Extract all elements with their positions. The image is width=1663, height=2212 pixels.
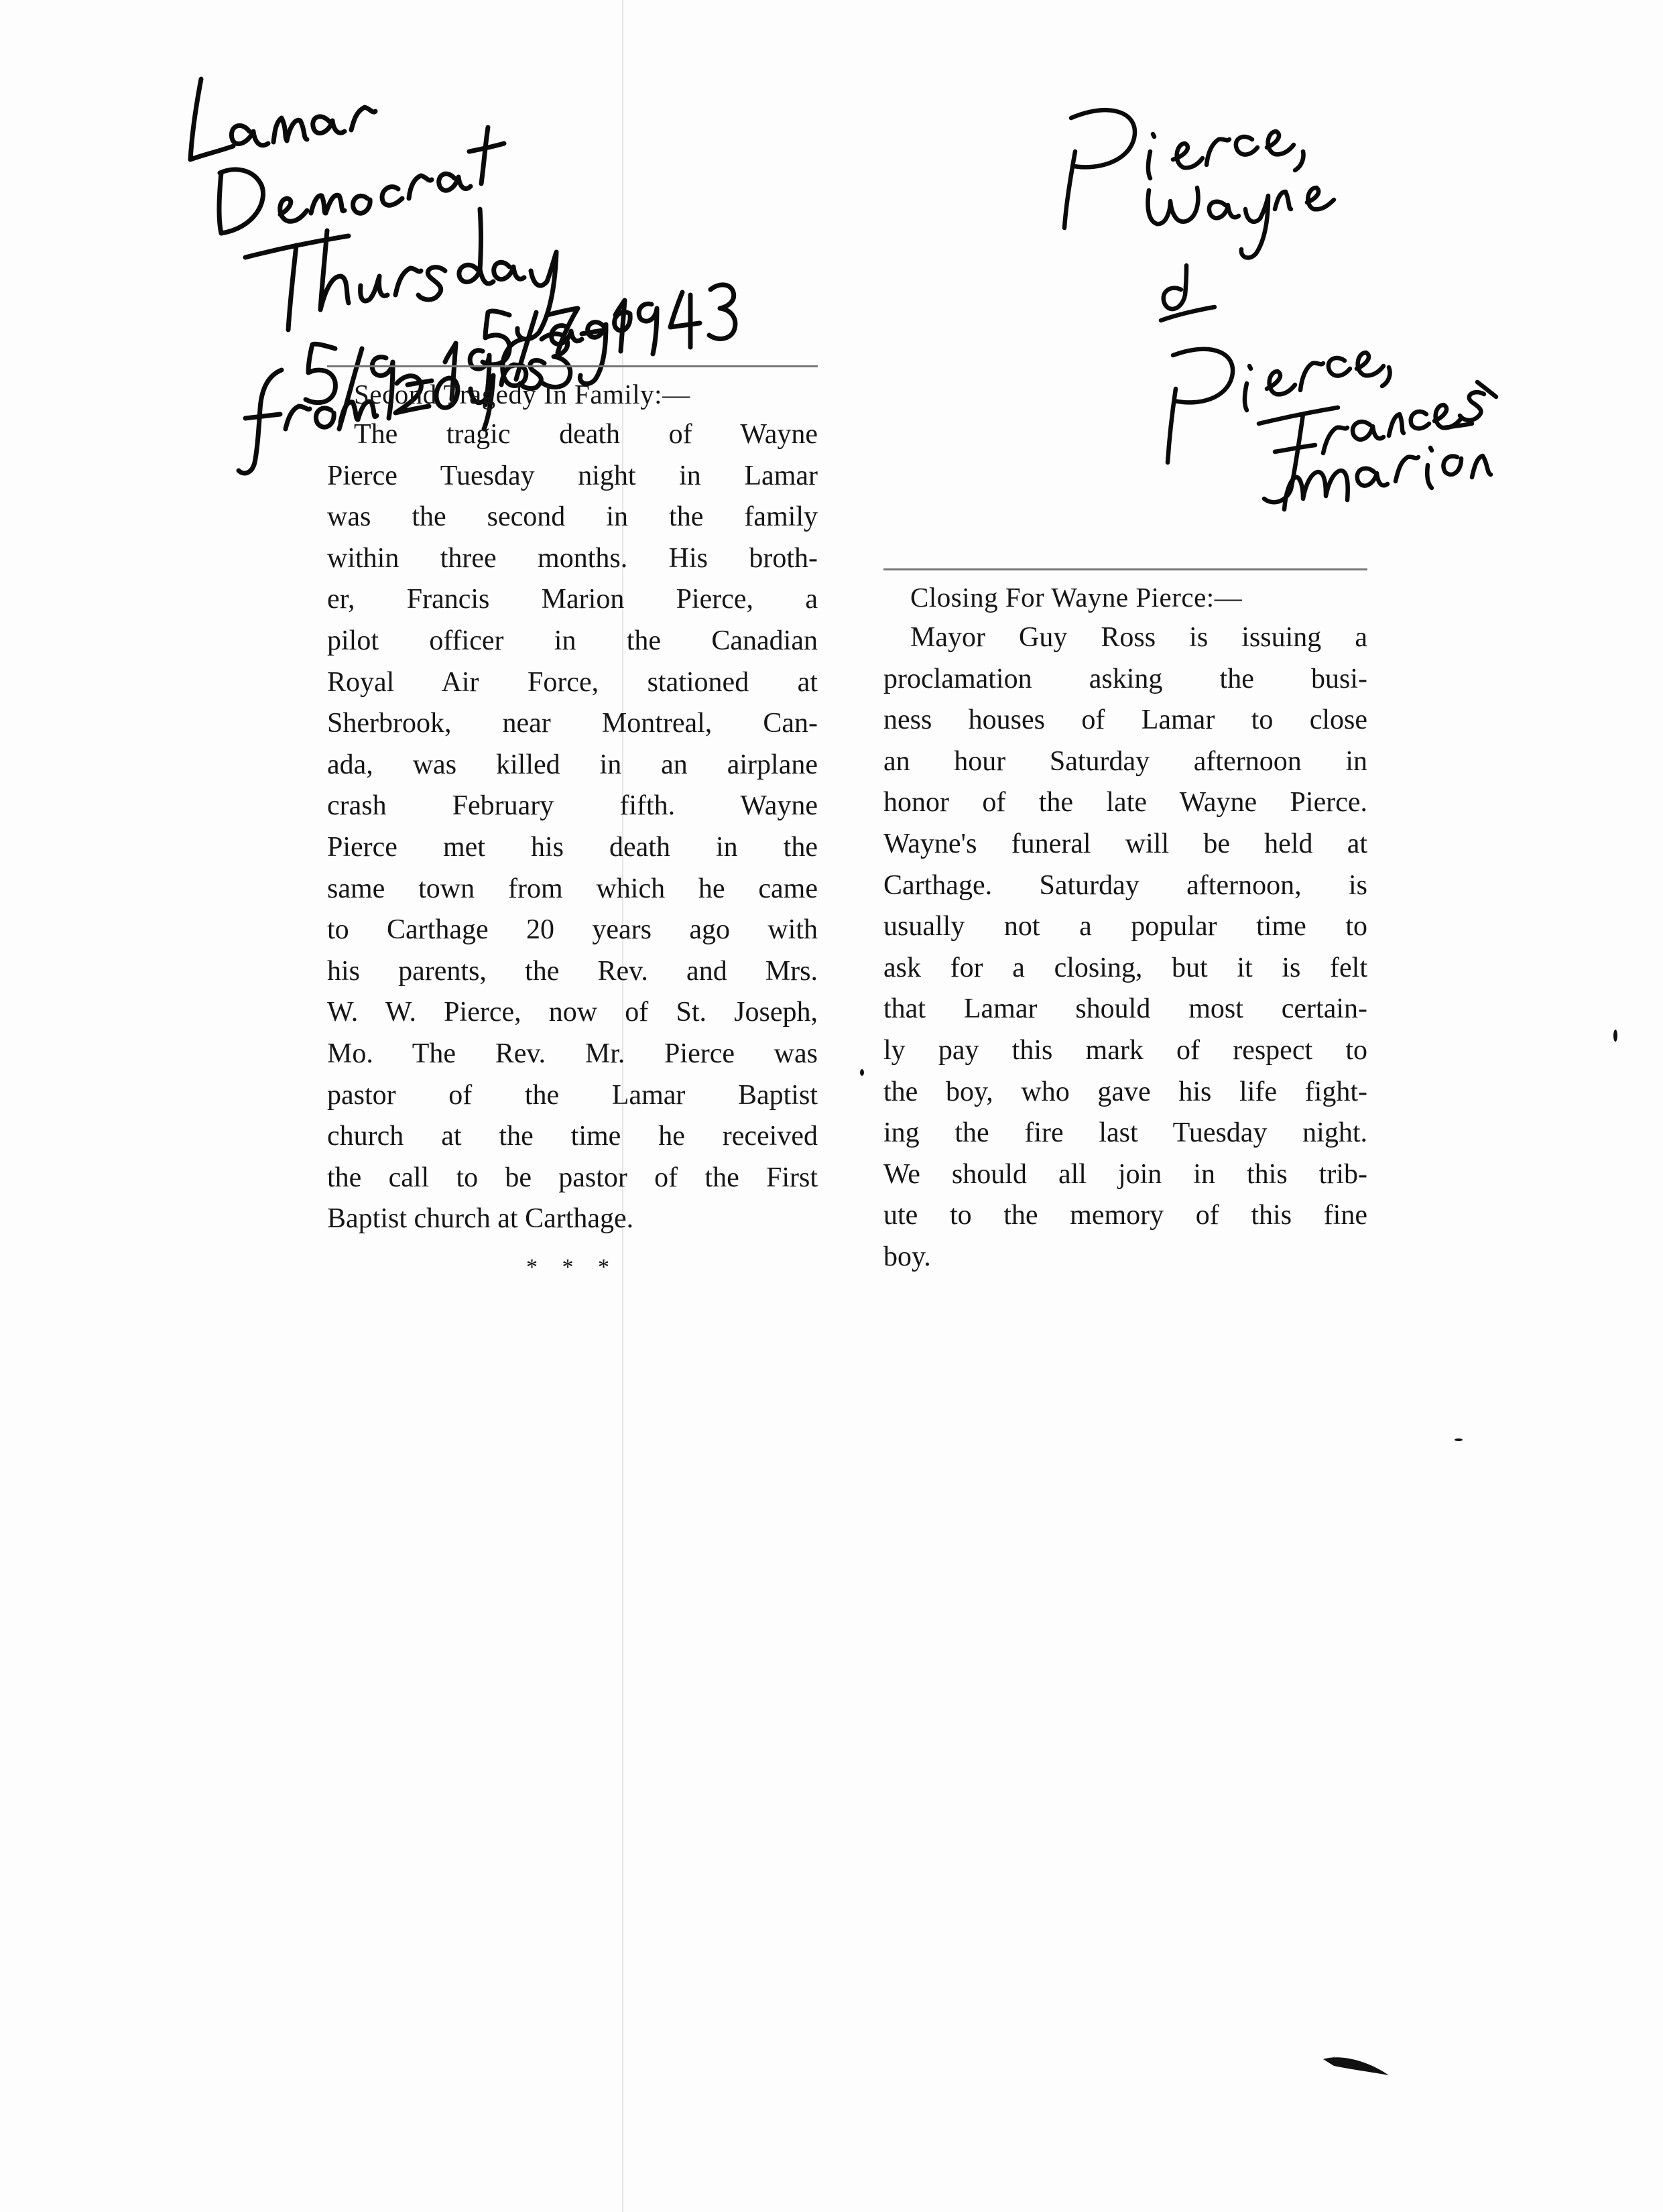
clipping-text-line: Mo. The Rev. Mr. Pierce was: [327, 1038, 818, 1069]
clipping-text-line: er, Francis Marion Pierce, a: [327, 584, 818, 615]
clipping-text-line: same town from which he came: [327, 873, 818, 904]
clipping-text-line: W. W. Pierce, now of St. Joseph,: [327, 997, 818, 1028]
clipping-text-line: Sherbrook, near Montreal, Can-: [327, 708, 818, 739]
clipping-text-line: Pierce Tuesday night in Lamar: [327, 460, 818, 491]
clipping-text-line: the call to be pastor of the First: [327, 1162, 818, 1193]
clipping-text-line: to Carthage 20 years ago with: [327, 914, 818, 946]
clipping-text-line: honor of the late Wayne Pierce.: [883, 787, 1367, 818]
clipping-heading: Second Tragedy In Family:—: [354, 379, 690, 410]
clipping-text-line: ada, was killed in an airplane: [327, 749, 818, 780]
clipping-text-line: ask for a closing, but it is felt: [883, 952, 1367, 983]
clipping-text-line: ing the fire last Tuesday night.: [883, 1117, 1367, 1149]
clipping-text-line: was the second in the family: [327, 501, 818, 533]
handwritten-note-right: [1064, 110, 1496, 509]
clipping-text-line: his parents, the Rev. and Mrs.: [327, 955, 818, 987]
clipping-text-line: Mayor Guy Ross is issuing a: [910, 622, 1367, 653]
clipping-text-line: Baptist church at Carthage.: [327, 1203, 634, 1235]
clipping-text-line: the boy, who gave his life fight-: [883, 1076, 1367, 1107]
clipping-text-line: an hour Saturday afternoon in: [883, 745, 1367, 777]
clipping-text-line: ly pay this mark of respect to: [883, 1034, 1367, 1066]
clipping-top-rule: [883, 568, 1367, 570]
clipping-heading: Closing For Wayne Pierce:—: [910, 582, 1243, 613]
clipping-text-line: The tragic death of Wayne: [354, 419, 818, 450]
clipping-text-line: ute to the memory of this fine: [883, 1200, 1367, 1231]
clipping-text-line: Royal Air Force, stationed at: [327, 666, 818, 698]
section-separator: * * *: [526, 1254, 619, 1280]
clipping-text-line: within three months. His broth-: [327, 542, 818, 574]
clipping-top-rule: [327, 365, 818, 367]
clipping-text-line: We should all join in this trib-: [883, 1158, 1367, 1190]
clipping-text-line: Wayne's funeral will be held at: [883, 828, 1367, 859]
clipping-text-line: boy.: [883, 1241, 931, 1272]
clipping-text-line: pilot officer in the Canadian: [327, 625, 818, 656]
clipping-text-line: proclamation asking the busi-: [883, 663, 1367, 694]
clipping-text-line: that Lamar should most certain-: [883, 993, 1367, 1025]
clipping-text-line: church at the time he received: [327, 1121, 818, 1152]
clipping-text-line: usually not a popular time to: [883, 911, 1367, 942]
clipping-text-line: ness houses of Lamar to close: [883, 704, 1367, 736]
clipping-text-line: crash February fifth. Wayne: [327, 790, 818, 822]
clipping-text-line: Pierce met his death in the: [327, 831, 818, 863]
newspaper-clipping-1: [327, 365, 818, 1280]
clipping-text-line: Carthage. Saturday afternoon, is: [883, 869, 1367, 901]
newspaper-clipping-2: [883, 568, 1367, 1278]
clipping-text-line: pastor of the Lamar Baptist: [327, 1079, 818, 1111]
